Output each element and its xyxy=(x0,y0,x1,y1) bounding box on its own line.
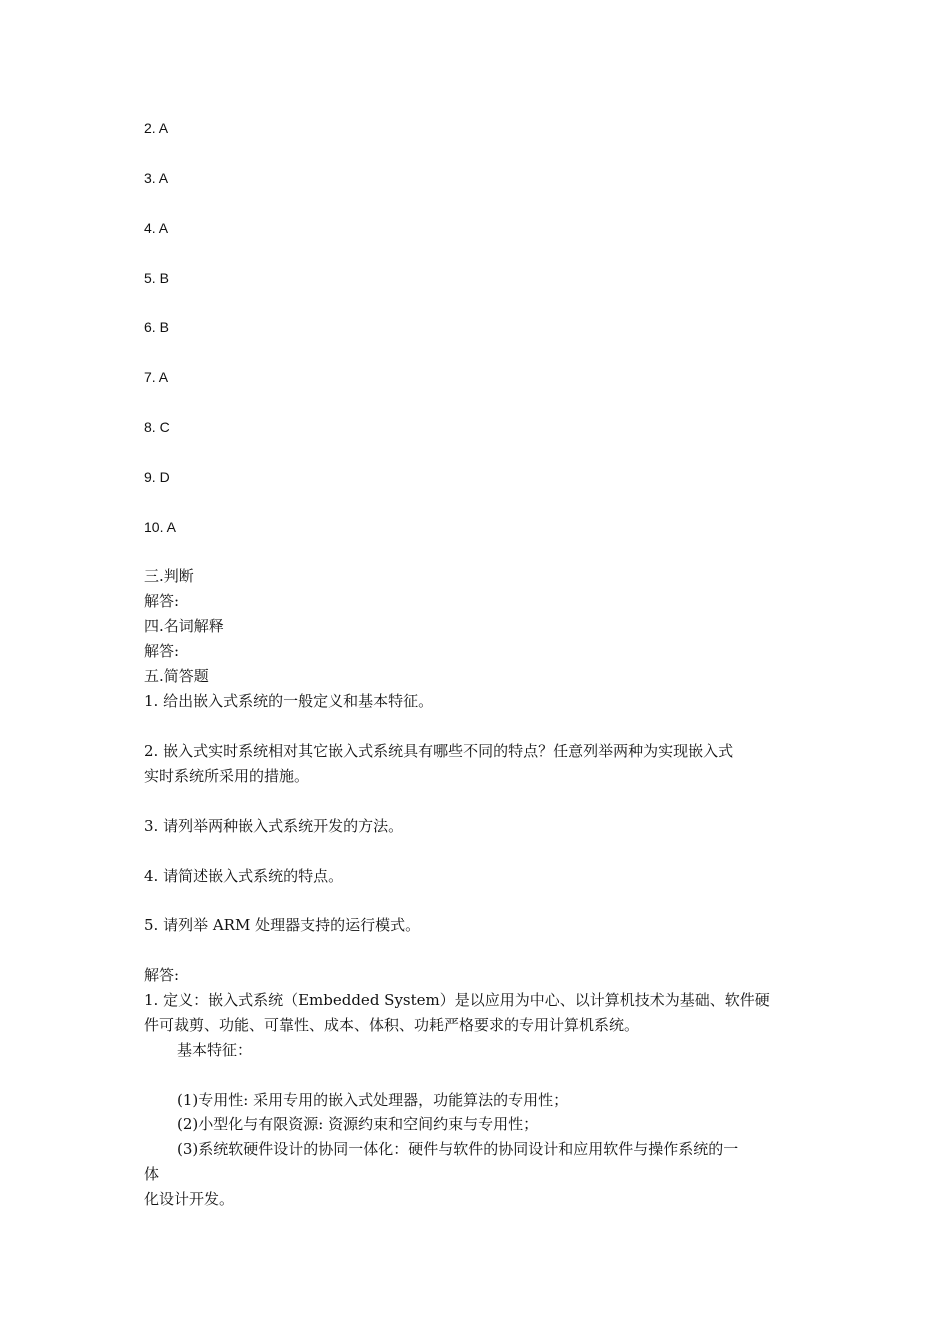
mc-answer-3: 3. A xyxy=(144,170,169,186)
mc-answer-5: 5. B xyxy=(144,270,169,286)
question-2: 2. 嵌入式实时系统相对其它嵌入式系统具有哪些不同的特点？任意列举两种为实现嵌入式 xyxy=(144,742,734,760)
mc-answer-7: 7. A xyxy=(144,369,169,385)
mc-answer-8: 8. C xyxy=(144,419,170,435)
mc-answer-6: 6. B xyxy=(144,319,169,335)
definition-line-2: 件可裁剪、功能、可靠性、成本、体积、功耗严格要求的专用计算机系统。 xyxy=(144,1016,640,1034)
question-4: 4. 请简述嵌入式系统的特点。 xyxy=(144,867,344,885)
question-1: 1. 给出嵌入式系统的一般定义和基本特征。 xyxy=(144,692,434,710)
mc-answer-4: 4. A xyxy=(144,220,169,236)
feature-3: (3)系统软硬件设计的协同一体化：硬件与软件的协同设计和应用软件与操作系统的一 xyxy=(177,1140,739,1158)
feature-3-wrap: 体 xyxy=(144,1165,160,1183)
section-heading-short: 五.简答题 xyxy=(144,667,209,685)
features-label: 基本特征： xyxy=(177,1041,253,1059)
section-heading-judge: 三.判断 xyxy=(144,567,194,585)
mc-answer-10: 10. A xyxy=(144,519,176,535)
mc-answer-2: 2. A xyxy=(144,120,169,136)
question-5: 5. 请列举 ARM 处理器支持的运行模式。 xyxy=(144,916,421,934)
feature-2: (2)小型化与有限资源: 资源约束和空间约束与专用性； xyxy=(177,1115,539,1133)
definition-line-1: 1. 定义：嵌入式系统（Embedded System）是以应用为中心、以计算机技术为基础、软件硬 xyxy=(144,991,770,1009)
feature-3-continued: 化设计开发。 xyxy=(144,1190,235,1208)
terms-answer-label: 解答: xyxy=(144,642,180,660)
question-2-continued: 实时系统所采用的措施。 xyxy=(144,767,310,785)
answer-label: 解答: xyxy=(144,966,180,984)
question-3: 3. 请列举两种嵌入式系统开发的方法。 xyxy=(144,817,404,835)
section-heading-terms: 四.名词解释 xyxy=(144,617,224,635)
feature-1: (1)专用性: 采用专用的嵌入式处理器，功能算法的专用性； xyxy=(177,1091,569,1109)
judge-answer-label: 解答: xyxy=(144,592,180,610)
mc-answer-9: 9. D xyxy=(144,469,170,485)
